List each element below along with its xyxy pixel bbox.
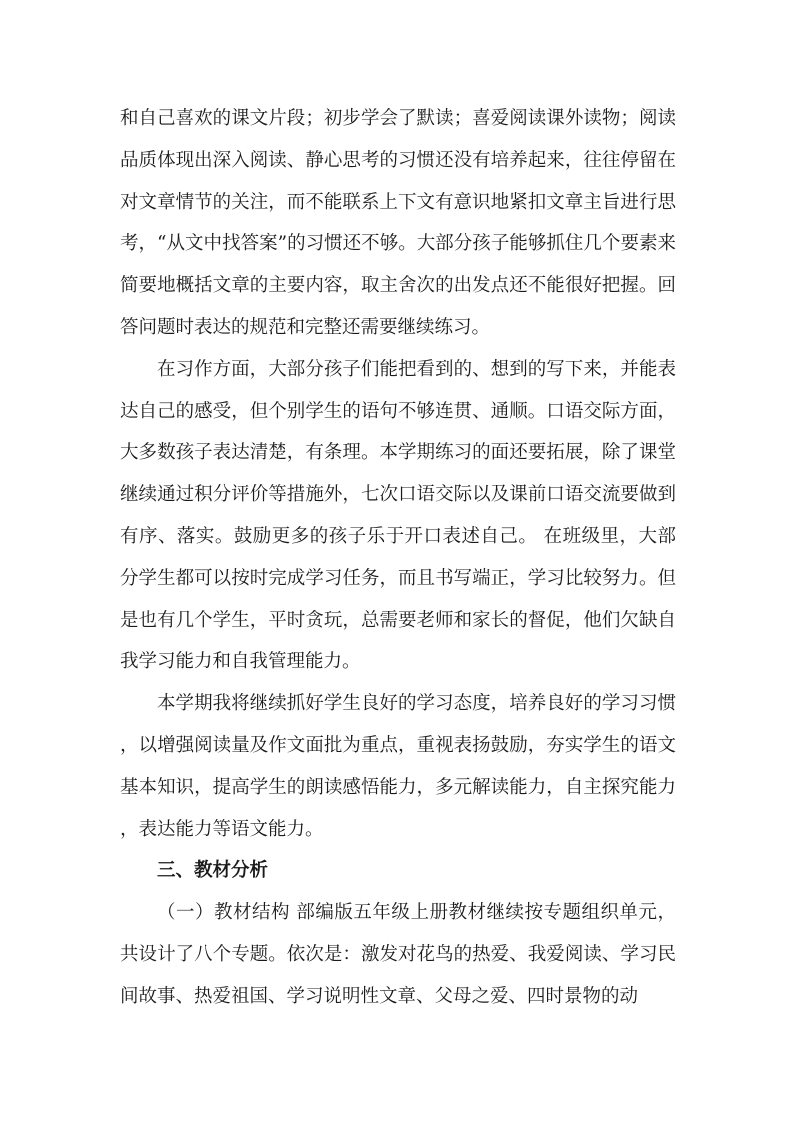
paragraph-writing-and-speaking: 在习作方面，大部分孩子们能把看到的、想到的写下来，并能表达自己的感受，但个别学生的语句不够连贯、通顺。口语交际方面，大多数孩子表达清楚，有条理。本学期练习的面还要拓展，除了课堂继续通过积分评价等措施外，七次口语交际以及课前口语交流要做到有序、落实。鼓励更多的孩子乐于开口表述自己。 在班级里，大部分学生都可以按时完成学习任务，而且书写端正，学习比较努力。但是也有几个学生，平时贪玩，总需要老师和家长的督促，他们欠缺自我学习能力和自我管理能力。 <box>120 358 676 673</box>
paragraph-reading-quality: 和自己喜欢的课文片段；初步学会了默读；喜爱阅读课外读物；阅读品质体现出深入阅读、静心思考的习惯还没有培养起来，往往停留在对文章情节的关注，而不能联系上下文有意识地紧扣文章主旨进行思考，“从文中找答案”的习惯还不够。大部分孩子能够抓住几个要素来简要地概括文章的主要内容，取主舍次的出发点还不能很好把握。回答问题时表达的规范和完整还需要继续练习。 <box>120 108 676 338</box>
section-heading-textbook-analysis: 三、教材分析 <box>157 860 269 882</box>
document-body <box>120 98 676 1018</box>
paragraph-semester-plan: 本学期我将继续抓好学生良好的学习态度，培养良好的学习习惯，以增强阅读量及作文面批为重点，重视表扬鼓励，夯实学生的语文基本知识，提高学生的朗读感悟能力，多元解读能力，自主探究能力，表达能力等语文能力。 <box>120 693 676 840</box>
paragraph-textbook-structure: （一）教材结构 部编版五年级上册教材继续按专题组织单元，共设计了八个专题。依次是：激发对花鸟的热爱、我爱阅读、学习民间故事、热爱祖国、学习说明性文章、父母之爱、四时景物的动 <box>120 902 676 1007</box>
